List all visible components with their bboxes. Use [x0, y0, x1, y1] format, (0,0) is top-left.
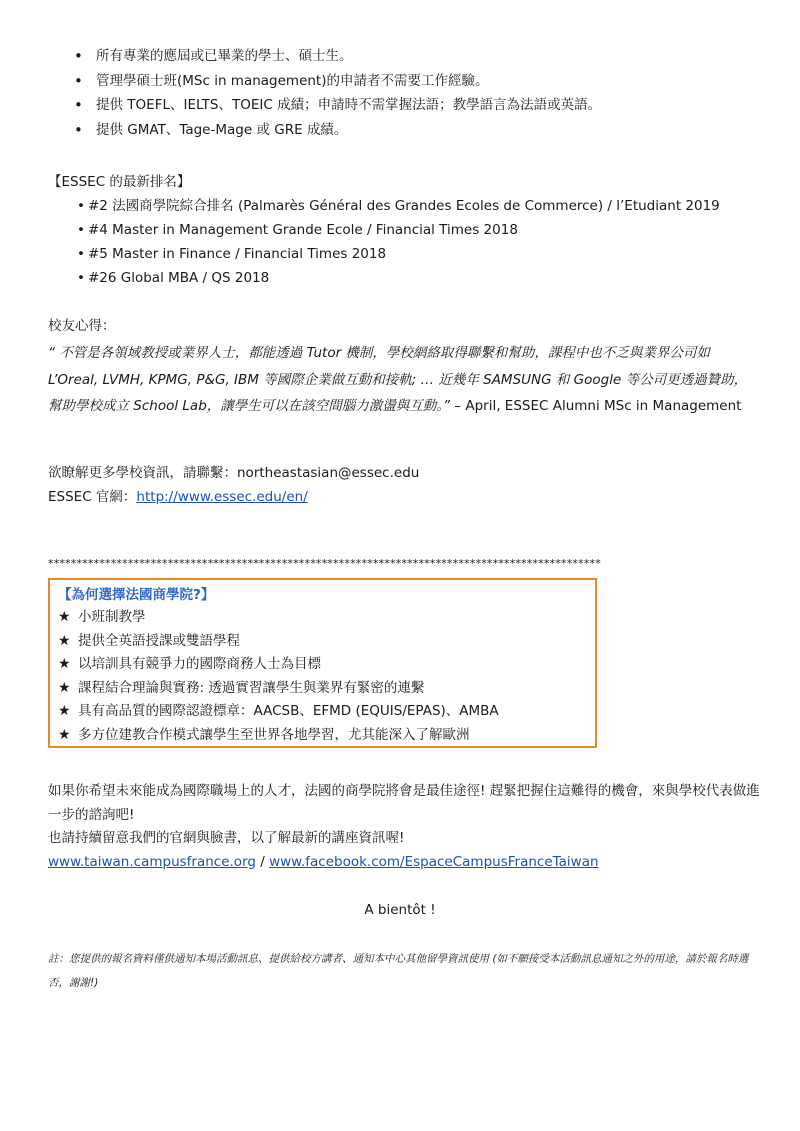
star-icon: ★ — [58, 656, 71, 672]
rankings-heading: 【ESSEC 的最新排名】 — [48, 174, 191, 190]
links-line — [48, 851, 760, 875]
star-icon: ★ — [58, 609, 71, 625]
facebook-link[interactable]: www.facebook.com/EspaceCampusFranceTaiwan — [269, 853, 599, 870]
why-choose-list — [58, 606, 587, 747]
bientot-text: A bientôt ! — [364, 902, 436, 918]
star-icon: ★ — [58, 726, 71, 743]
star-icon: ★ — [58, 679, 71, 696]
closing-paragraph: 如果你希望未來能成為國際職場上的人才，法國的商學院將會是最佳途徑! 趕緊把握住這難得的機會，來與學校代表做進一步的諮詢吧! — [48, 783, 760, 823]
why-item: ★ 提供全英語授課或雙語學程 — [58, 630, 587, 654]
why-item: ★ 多方位建教合作模式讓學生至世界各地學習，尤其能深入了解歐洲 — [58, 724, 587, 748]
requirement-item: • 管理學碩士班(MSc in management)的申請者不需要工作經驗。 — [72, 69, 601, 94]
privacy-note: 註：您提供的報名資料僅供通知本場活動訊息、提供給校方講者、通知本中心其他留學資訊使用 (如不願接受本活動訊息通知之外的用途，請於報名時選否，謝謝!) — [48, 953, 749, 989]
contact-site-line: ESSEC 官網：http://www.essec.edu/en/ — [48, 489, 308, 505]
star-icon: ★ — [58, 632, 71, 649]
quote-attribution: – April, ESSEC Alumni MSc in Management — [450, 398, 742, 414]
follow-text: 也請持續留意我們的官網與臉書，以了解最新的講座資訊喔! — [48, 830, 405, 846]
campusfrance-link[interactable]: www.taiwan.campusfrance.org — [48, 853, 256, 870]
why-item: ★ 具有高品質的國際認證標章：AACSB、EFMD (EQUIS/EPAS)、AMBA — [58, 700, 587, 724]
closing-block — [48, 780, 760, 874]
why-choose-title: 【為何選擇法國商學院?】 — [58, 587, 215, 603]
bullet-icon: • — [77, 222, 85, 238]
asterisk-divider: ************************************************************************************************* — [48, 557, 601, 570]
why-item: ★ 以培訓具有競爭力的國際商務人士為目標 — [58, 653, 587, 677]
ranking-item: • #2 法國商學院綜合排名 (Palmarès Général des Grandes Ecoles de Commerce) / l’Etudiant 2019 — [77, 198, 720, 214]
link-separator: / — [255, 853, 270, 870]
alumni-quote — [48, 340, 758, 420]
contact-email-line: 欲瞭解更多學校資訊，請聯繫：northeastasian@essec.edu — [48, 465, 420, 481]
bullet-icon: • — [77, 198, 85, 214]
ranking-item: • #26 Global MBA / QS 2018 — [77, 270, 270, 286]
requirement-item: • 提供 TOEFL、IELTS、TOEIC 成績；申請時不需掌握法語；教學語言為法語或英語。 — [72, 93, 601, 118]
ranking-item: • #4 Master in Management Grande Ecole / Financial Times 2018 — [77, 222, 518, 238]
quote-text: “ 不管是各領域教授或業界人士，都能透過 Tutor 機制，學校網絡取得聯繫和幫助，課程中也不乏與業界公司如 L’Oreal, LVMH, KPMG, P&G, IBM 等國際企業做互動和接軌; … 近幾年 SAMSUNG 和 Google 等公司更透過贊助，幫助學校成立 School Lab，讓學生可以在該空間腦力激盪與互動。” — [48, 345, 748, 414]
star-icon: ★ — [58, 703, 71, 719]
rankings-list — [77, 194, 720, 290]
ranking-item: • #5 Master in Finance / Financial Times 2018 — [77, 246, 387, 262]
requirement-item: • 所有專業的應屆或已畢業的學士、碩士生。 — [72, 44, 601, 69]
why-item: ★ 課程結合理論與實務: 透過實習讓學生與業界有緊密的連繫 — [58, 677, 587, 701]
contact-email: northeastasian@essec.edu — [237, 465, 420, 481]
requirement-item: • 提供 GMAT、Tage-Mage 或 GRE 成績。 — [72, 118, 601, 143]
contact-block — [48, 461, 419, 509]
bullet-icon: • — [77, 270, 85, 286]
why-choose-box — [48, 578, 597, 748]
requirements-list — [72, 44, 601, 142]
why-item: ★ 小班制教學 — [58, 606, 587, 630]
essec-site-link[interactable]: http://www.essec.edu/en/ — [136, 489, 308, 505]
bullet-icon: • — [77, 246, 85, 262]
alumni-label: 校友心得： — [48, 318, 116, 334]
